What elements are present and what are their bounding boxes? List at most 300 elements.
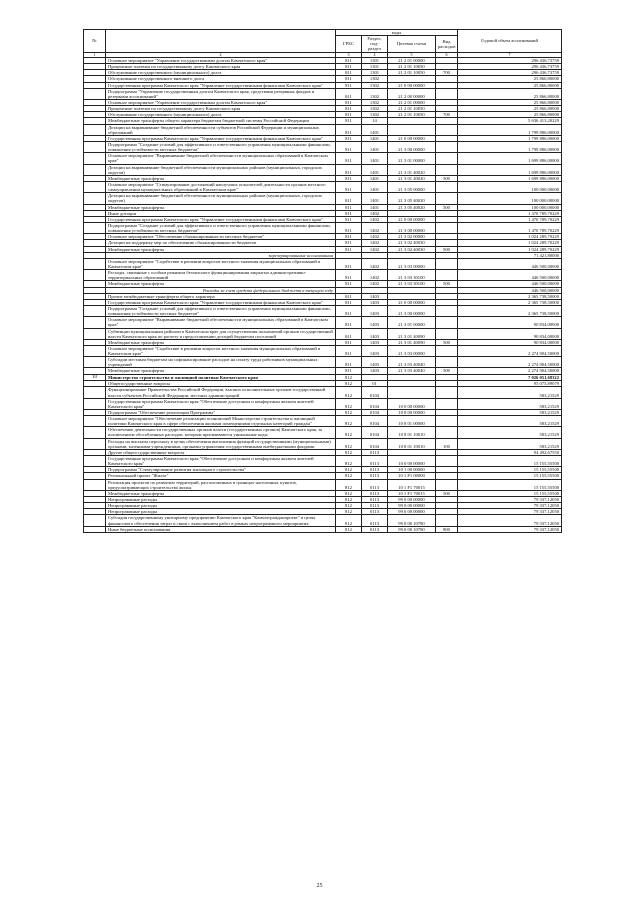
table-row [84,142,562,153]
table-row [84,193,562,204]
row-razdel-cell: 1401 [362,181,388,192]
row-razdel-cell: 1402 [362,216,388,222]
row-number-cell [84,515,106,526]
row-name-cell: Основное мероприятие "Выравнивание бюджетной обеспеченности муниципальных образований в Камчатском крае" [106,317,336,328]
row-vid-cell: 700 [436,70,458,76]
row-razdel-cell: 1401 [362,204,388,210]
row-razdel-cell: 1401 [362,153,388,164]
row-razdel-cell: 1302 [362,112,388,118]
row-target-cell: 21 3 03 30100 [388,270,436,281]
row-target-cell: 99 0 00 10780 [388,526,436,532]
row-name-cell: Расходы за счет средств федерального бюджета в текущем году [106,287,336,293]
row-name-cell: Непрограммные расходы [106,503,336,509]
row-amount-cell: 1 024 289,70229 [458,234,562,240]
row-grbs-cell: 812 [336,449,362,455]
row-grbs-cell: 811 [336,317,362,328]
row-target-cell: 21 3 01 40090 [388,339,436,345]
row-razdel-cell: 0104 [362,409,388,415]
row-razdel-cell: 0104 [362,438,388,449]
row-razdel-cell: 1402 [362,246,388,252]
row-number-cell [84,328,106,339]
row-name-cell: Подпрограмма "Создание условий для эффективного и ответственного управления муниципальными финансами, повышения устойчивости местных бюджетов" [106,305,336,316]
row-amount-cell: 446 500,00000 [458,287,562,293]
row-grbs-cell: 811 [336,240,362,246]
row-name-cell: Обслуживание государственного (муниципального) долга [106,112,336,118]
row-grbs-cell: 811 [336,305,362,316]
row-name-cell: Другие общегосударственные вопросы [106,449,336,455]
row-amount-cell: 296 436,73759 [458,64,562,70]
row-number-cell [84,153,106,164]
row-number-cell [84,164,106,175]
row-vid-cell: 500 [436,490,458,496]
row-amount-cell: 25 866,80000 [458,88,562,99]
row-target-cell: 21 0 00 00000 [388,135,436,141]
row-grbs-cell: 811 [336,368,362,374]
row-name-cell: Межбюджетные трансферты [106,246,336,252]
row-razdel-cell: 1402 [362,234,388,240]
row-amount-cell: 296 436,73759 [458,58,562,64]
row-amount-cell: 2 365 738,50000 [458,293,562,299]
row-razdel-cell: 1302 [362,76,388,82]
row-vid-cell [436,427,458,438]
row-name-cell: Межбюджетные трансферты [106,368,336,374]
row-razdel-cell: 0113 [362,456,388,467]
row-amount-cell: 100 000,00000 [458,193,562,204]
row-target-cell: 99 0 00 10780 [388,515,436,526]
row-vid-cell: 700 [436,112,458,118]
table-row [84,427,562,438]
row-vid-cell [436,515,458,526]
header-grbs: ГРБС [336,36,362,52]
row-name-cell: Обслуживание государственного (муниципального) долга [106,70,336,76]
row-name-cell: Основное мероприятие "Обеспечение реализации полномочий Министерства строительства и жилищной политики Камчатского края в сфере обеспечения жилыми помещениями отдельных категорий граждан" [106,416,336,427]
row-name-cell: Межбюджетные трансферты [106,490,336,496]
row-razdel-cell: 1302 [362,82,388,88]
row-name-cell: Основное мероприятие "Обеспечение сбалансированности местных бюджетов" [106,234,336,240]
row-amount-cell: 25 866,80000 [458,82,562,88]
row-razdel-cell [362,374,388,381]
row-vid-cell: 500 [436,339,458,345]
row-target-cell: 99 0 00 00000 [388,497,436,503]
row-amount-cell: 1 470 789,70229 [458,210,562,216]
row-grbs-cell: 812 [336,503,362,509]
header-vid: Вид расходов [436,36,458,52]
table-row [84,374,562,381]
table-row [84,345,562,356]
row-target-cell: 21 3 01 40090 [388,328,436,339]
row-number-cell [84,88,106,99]
row-name-cell: Иные дотации [106,210,336,216]
row-target-cell: 21 0 00 00000 [388,299,436,305]
row-razdel-cell: 1401 [362,142,388,153]
row-razdel-cell: 1302 [362,88,388,99]
header-codes: коды [336,30,458,36]
row-name-cell: Государственная программа Камчатского края "Обеспечение доступным и комфортным жильем жителей Камчатского края" [106,398,336,409]
row-name-cell: Расходы, связанные с особым режимом безопасного функционирования закрытых административно-территориальных образований [106,270,336,281]
row-amount-cell: 1 699 886,00000 [458,175,562,181]
row-razdel-cell: 0104 [362,398,388,409]
row-name-cell: Министерство строительства и жилищной политики Камчатского края [106,374,336,381]
row-name-cell: Иные бюджетные ассигнования [106,526,336,532]
row-grbs-cell: 811 [336,153,362,164]
row-razdel-cell: 1402 [362,210,388,216]
row-target-cell: 99 0 00 00000 [388,503,436,509]
row-number-cell [84,398,106,409]
row-amount-cell: 15 155,55500 [458,473,562,479]
row-grbs-cell: 812 [336,509,362,515]
row-razdel-cell: 1401 [362,124,388,135]
row-name-cell: Общегосударственные вопросы [106,381,336,387]
row-grbs-cell: 811 [336,193,362,204]
row-amount-cell: 583,21529 [458,416,562,427]
row-amount-cell: 583,21529 [458,398,562,409]
row-vid-cell [436,270,458,281]
row-amount-cell: 1 024 289,70229 [458,240,562,246]
row-name-cell: Непрограммные расходы [106,509,336,515]
row-number-cell: 10 [84,374,106,381]
row-amount-cell: 90 834,00000 [458,317,562,328]
row-grbs-cell: 812 [336,409,362,415]
row-grbs-cell: 811 [336,124,362,135]
row-razdel-cell: 1401 [362,193,388,204]
table-row [84,88,562,99]
row-amount-cell: 71 421,80000 [458,252,562,258]
row-number-cell [84,416,106,427]
row-number-cell [84,345,106,356]
row-razdel-cell: 1403 [362,345,388,356]
row-name-cell: Региональный проект "Жилье" [106,473,336,479]
table-row [84,479,562,490]
row-grbs-cell: 811 [336,118,362,124]
row-amount-cell: 5 636 413,20229 [458,118,562,124]
row-target-cell: 21 2 01 10050 [388,70,436,76]
row-target-cell: 21 3 03 40040 [388,368,436,374]
row-target-cell: 99 0 00 00000 [388,509,436,515]
row-number-cell [84,387,106,398]
row-name-cell: Межбюджетные трансферты [106,339,336,345]
row-amount-cell: 1 470 789,70229 [458,222,562,233]
row-name-cell: Основное мероприятие "Содействие в решении вопросов местного значения муниципальных образований в Камчатском крае" [106,345,336,356]
row-name-cell: Дотации на поддержку мер по обеспечению сбалансированности бюджетов [106,240,336,246]
row-grbs-cell: 811 [336,70,362,76]
row-razdel-cell: 1302 [362,100,388,106]
row-amount-cell: 25 866,80000 [458,76,562,82]
row-number-cell [84,181,106,192]
row-target-cell: 10 1 F1 00000 [388,473,436,479]
row-amount-cell: 583,21529 [458,427,562,438]
table-row [84,328,562,339]
row-number-cell [84,526,106,532]
row-vid-cell [436,345,458,356]
row-target-cell: 21 3 03 40040 [388,357,436,368]
row-razdel-cell: 1402 [362,258,388,269]
row-vid-cell: 500 [436,246,458,252]
table-row [84,515,562,526]
row-grbs-cell: 811 [336,299,362,305]
row-amount-cell: 25 866,80000 [458,100,562,106]
row-vid-cell [436,456,458,467]
row-grbs-cell: 811 [336,222,362,233]
row-vid-cell: 100 [436,438,458,449]
row-grbs-cell: 811 [336,135,362,141]
row-razdel-cell: 1301 [362,64,388,70]
row-amount-cell: 583,21529 [458,409,562,415]
row-razdel-cell: 1402 [362,281,388,287]
row-target-cell: 10 8 01 10010 [388,438,436,449]
row-amount-cell: 583,21529 [458,387,562,398]
row-amount-cell: 100 000,00000 [458,181,562,192]
row-amount-cell: 79 337,12050 [458,509,562,515]
row-name-cell: Государственная программа Камчатского края "Управление государственными финансами Камчатского края" [106,216,336,222]
row-name-cell: Государственная программа Камчатского края "Обеспечение доступным и комфортным жильем жителей Камчатского края" [106,456,336,467]
row-vid-cell [436,88,458,99]
row-amount-cell: 1 799 886,00000 [458,135,562,141]
row-target-cell: 21 3 05 00000 [388,181,436,192]
row-name-cell: Дотации на выравнивание бюджетной обеспеченности муниципальных районов (муниципальных, городских округов) [106,164,336,175]
row-amount-cell: 1 699 886,00000 [458,153,562,164]
row-grbs-cell: 811 [336,88,362,99]
row-amount-cell: 296 436,73759 [458,70,562,76]
row-razdel-cell: 0104 [362,387,388,398]
page-number: 25 [316,883,323,889]
row-razdel-cell: 0113 [362,515,388,526]
row-razdel-cell: 1402 [362,270,388,281]
row-amount-cell: 15 155,55500 [458,467,562,473]
row-name-cell: Межбюджетные трансферты [106,281,336,287]
row-name-cell: Государственная программа Камчатского края "Управление государственными финансами Камчатского края" [106,82,336,88]
row-razdel-cell: 0113 [362,449,388,455]
row-amount-cell: 100 000,00000 [458,204,562,210]
row-amount-cell: 90 834,00000 [458,339,562,345]
row-razdel-cell: 01 [362,381,388,387]
row-razdel-cell: 1302 [362,106,388,112]
row-number-cell [84,124,106,135]
header-row-1 [84,30,562,36]
row-amount-cell: 1 470 789,70229 [458,216,562,222]
row-vid-cell [436,222,458,233]
row-vid-cell [436,416,458,427]
row-razdel-cell: 1402 [362,240,388,246]
row-amount-cell: 2 274 904,50000 [458,345,562,356]
header-razdel: Раздел, под-раздел [362,36,388,52]
row-target-cell: 10 0 00 00000 [388,398,436,409]
row-name-cell: Дотации на выравнивание бюджетной обеспеченности субъектов Российской Федерации и муниципальных образований [106,124,336,135]
row-razdel-cell: 0113 [362,526,388,532]
row-razdel-cell: 1402 [362,222,388,233]
index-cell: 2 [106,52,336,57]
row-name-cell: Основное мероприятие "Управление государственным долгом Камчатского края" [106,100,336,106]
row-razdel-cell: 1403 [362,339,388,345]
row-grbs-cell: 812 [336,467,362,473]
row-grbs-cell: 811 [336,142,362,153]
row-target-cell: 21 3 01 00000 [388,153,436,164]
table-row [84,456,562,467]
table-row [84,317,562,328]
row-target-cell: 21 3 02 00000 [388,234,436,240]
row-target-cell: 21 3 00 00000 [388,305,436,316]
row-number-cell [84,456,106,467]
row-target-cell: 10 8 01 00000 [388,416,436,427]
row-target-cell: 10 8 00 00000 [388,409,436,415]
table-body [84,58,562,533]
row-razdel-cell: 1401 [362,135,388,141]
row-name-cell: Основное мероприятие "Управление государственным долгом Камчатского края" [106,58,336,64]
row-vid-cell: 500 [436,175,458,181]
row-name-cell: Основное мероприятие "Содействие в решении вопросов местного значения муниципальных образований в Камчатском крае" [106,258,336,269]
table-row [84,398,562,409]
row-vid-cell: 500 [436,368,458,374]
row-name-cell: Непрограммные расходы [106,497,336,503]
row-target-cell: 21 2 01 10050 [388,112,436,118]
row-target-cell [388,387,436,398]
row-grbs-cell: 811 [336,270,362,281]
row-grbs-cell: 811 [336,76,362,82]
row-amount-cell: 79 337,12050 [458,503,562,509]
row-grbs-cell: 811 [336,82,362,88]
row-amount-cell: 2 274 904,50000 [458,357,562,368]
row-number-cell [84,438,106,449]
row-name-cell: Межбюджетные трансферты [106,204,336,210]
table-row [84,124,562,135]
row-razdel-cell: 1301 [362,70,388,76]
row-target-cell: 21 2 01 10050 [388,106,436,112]
row-amount-cell: 7 026 051,68322 [458,374,562,381]
table-row [84,222,562,233]
row-amount-cell: 94 492,67550 [458,449,562,455]
row-razdel-cell: 0113 [362,490,388,496]
row-grbs-cell: 811 [336,175,362,181]
row-grbs-cell: 812 [336,374,362,381]
row-vid-cell [436,328,458,339]
row-amount-cell: 446 500,00000 [458,270,562,281]
row-grbs-cell: 811 [336,328,362,339]
row-amount-cell: 79 337,12050 [458,497,562,503]
row-razdel-cell: 0113 [362,509,388,515]
row-number-cell [84,305,106,316]
row-razdel-cell: 1403 [362,368,388,374]
row-name-cell: Функционирование Правительства Российской Федерации, высших исполнительных органов государственной власти субъектов Российской Федерации, местных администраций [106,387,336,398]
table-row [84,153,562,164]
header-name [106,30,336,53]
row-grbs-cell: 811 [336,210,362,216]
row-vid-cell [436,164,458,175]
row-vid-cell [436,193,458,204]
row-target-cell: 21 0 00 00000 [388,82,436,88]
row-name-cell: Государственная программа Камчатского края "Управление государственными финансами Камчатского края" [106,299,336,305]
row-razdel-cell: 0104 [362,427,388,438]
row-number-cell [84,479,106,490]
row-grbs-cell: 811 [336,281,362,287]
row-vid-cell [436,479,458,490]
row-amount-cell: 2 274 904,50000 [458,368,562,374]
row-razdel-cell: 1401 [362,164,388,175]
row-target-cell: 21 3 02 40030 [388,240,436,246]
row-number-cell [84,222,106,233]
table-row [84,357,562,368]
row-name-cell: Межбюджетные трансферты [106,175,336,181]
row-razdel-cell: 1401 [362,175,388,181]
row-amount-cell: 2 365 738,50000 [458,299,562,305]
row-vid-cell [436,153,458,164]
row-grbs-cell: 812 [336,497,362,503]
table-row [84,416,562,427]
index-cell: 5 [388,52,436,57]
row-name-cell: Реализация проектов по развитию территорий, расположенных в границах населенных пунктов, предусматривающих строительство жилья [106,479,336,490]
row-razdel-cell: 0113 [362,467,388,473]
row-vid-cell [436,181,458,192]
row-grbs-cell: 812 [336,438,362,449]
row-target-cell: 21 3 05 40020 [388,193,436,204]
row-number-cell [84,317,106,328]
row-grbs-cell: 811 [336,293,362,299]
row-grbs-cell: 811 [336,357,362,368]
row-vid-cell [436,317,458,328]
table-row [84,258,562,269]
row-vid-cell: 500 [436,281,458,287]
row-grbs-cell: 812 [336,387,362,398]
row-razdel-cell: 1403 [362,305,388,316]
row-target-cell: 21 3 02 40030 [388,246,436,252]
row-amount-cell: 1 799 886,00000 [458,124,562,135]
row-razdel-cell: 0104 [362,416,388,427]
header-amount: Годовой объем ассигнований [458,30,562,53]
row-target-cell: 10 0 00 00000 [388,456,436,467]
row-amount-cell: 25 866,80000 [458,112,562,118]
table-row [84,387,562,398]
row-grbs-cell: 812 [336,473,362,479]
row-name-cell: Основное мероприятие "Выравнивание бюджетной обеспеченности муниципальных образований в Камчатском крае" [106,153,336,164]
row-amount-cell: 79 337,12050 [458,515,562,526]
row-number-cell [84,142,106,153]
row-grbs-cell: 812 [336,398,362,409]
row-amount-cell: 446 500,00000 [458,281,562,287]
row-target-cell: 21 0 00 00000 [388,216,436,222]
table-row [84,181,562,192]
row-name-cell: Подпрограмма "Управление государственным долгом Камчатского края, средствами резервных фондов и резервами ассигнований" [106,88,336,99]
row-razdel-cell: 0113 [362,497,388,503]
row-target-cell: 21 3 03 00000 [388,258,436,269]
row-amount-cell: 25 866,80000 [458,106,562,112]
row-target-cell: 21 3 00 00000 [388,222,436,233]
row-name-cell: Процентные платежи по государственному долгу Камчатского края [106,106,336,112]
row-vid-cell [436,387,458,398]
row-grbs-cell: 812 [336,490,362,496]
index-cell: 6 [436,52,458,57]
row-vid-cell [436,142,458,153]
row-vid-cell [436,305,458,316]
row-name-cell: Субвенции муниципальным районам в Камчатском крае для осуществления полномочий органов государственной власти Камчатского края по расчету и предоставлению дотаций бюджетам поселений [106,328,336,339]
row-razdel-cell: 1301 [362,58,388,64]
row-target-cell: 21 3 03 30100 [388,281,436,287]
row-target-cell [388,124,436,135]
row-name-cell: Обеспечение деятельности государственных органов власти (государственных органов) Камчатского края, за исключением обособленных расходов, которым присваиваются уникальные коды [106,427,336,438]
row-target-cell: 10 1 00 00000 [388,467,436,473]
row-amount-cell: 1 799 886,00000 [458,142,562,153]
row-grbs-cell: 812 [336,416,362,427]
index-cell: 4 [362,52,388,57]
row-amount-cell: 583,21529 [458,438,562,449]
row-name-cell: Процентные платежи по государственному долгу Камчатского края [106,64,336,70]
row-target-cell: 21 2 01 00000 [388,58,436,64]
row-grbs-cell: 812 [336,526,362,532]
row-vid-cell: 800 [436,526,458,532]
row-grbs-cell: 811 [336,246,362,252]
row-razdel-cell: 1403 [362,293,388,299]
row-vid-cell [436,258,458,269]
row-grbs-cell: 811 [336,100,362,106]
row-target-cell: 21 2 01 00000 [388,100,436,106]
row-vid-cell [436,374,458,381]
